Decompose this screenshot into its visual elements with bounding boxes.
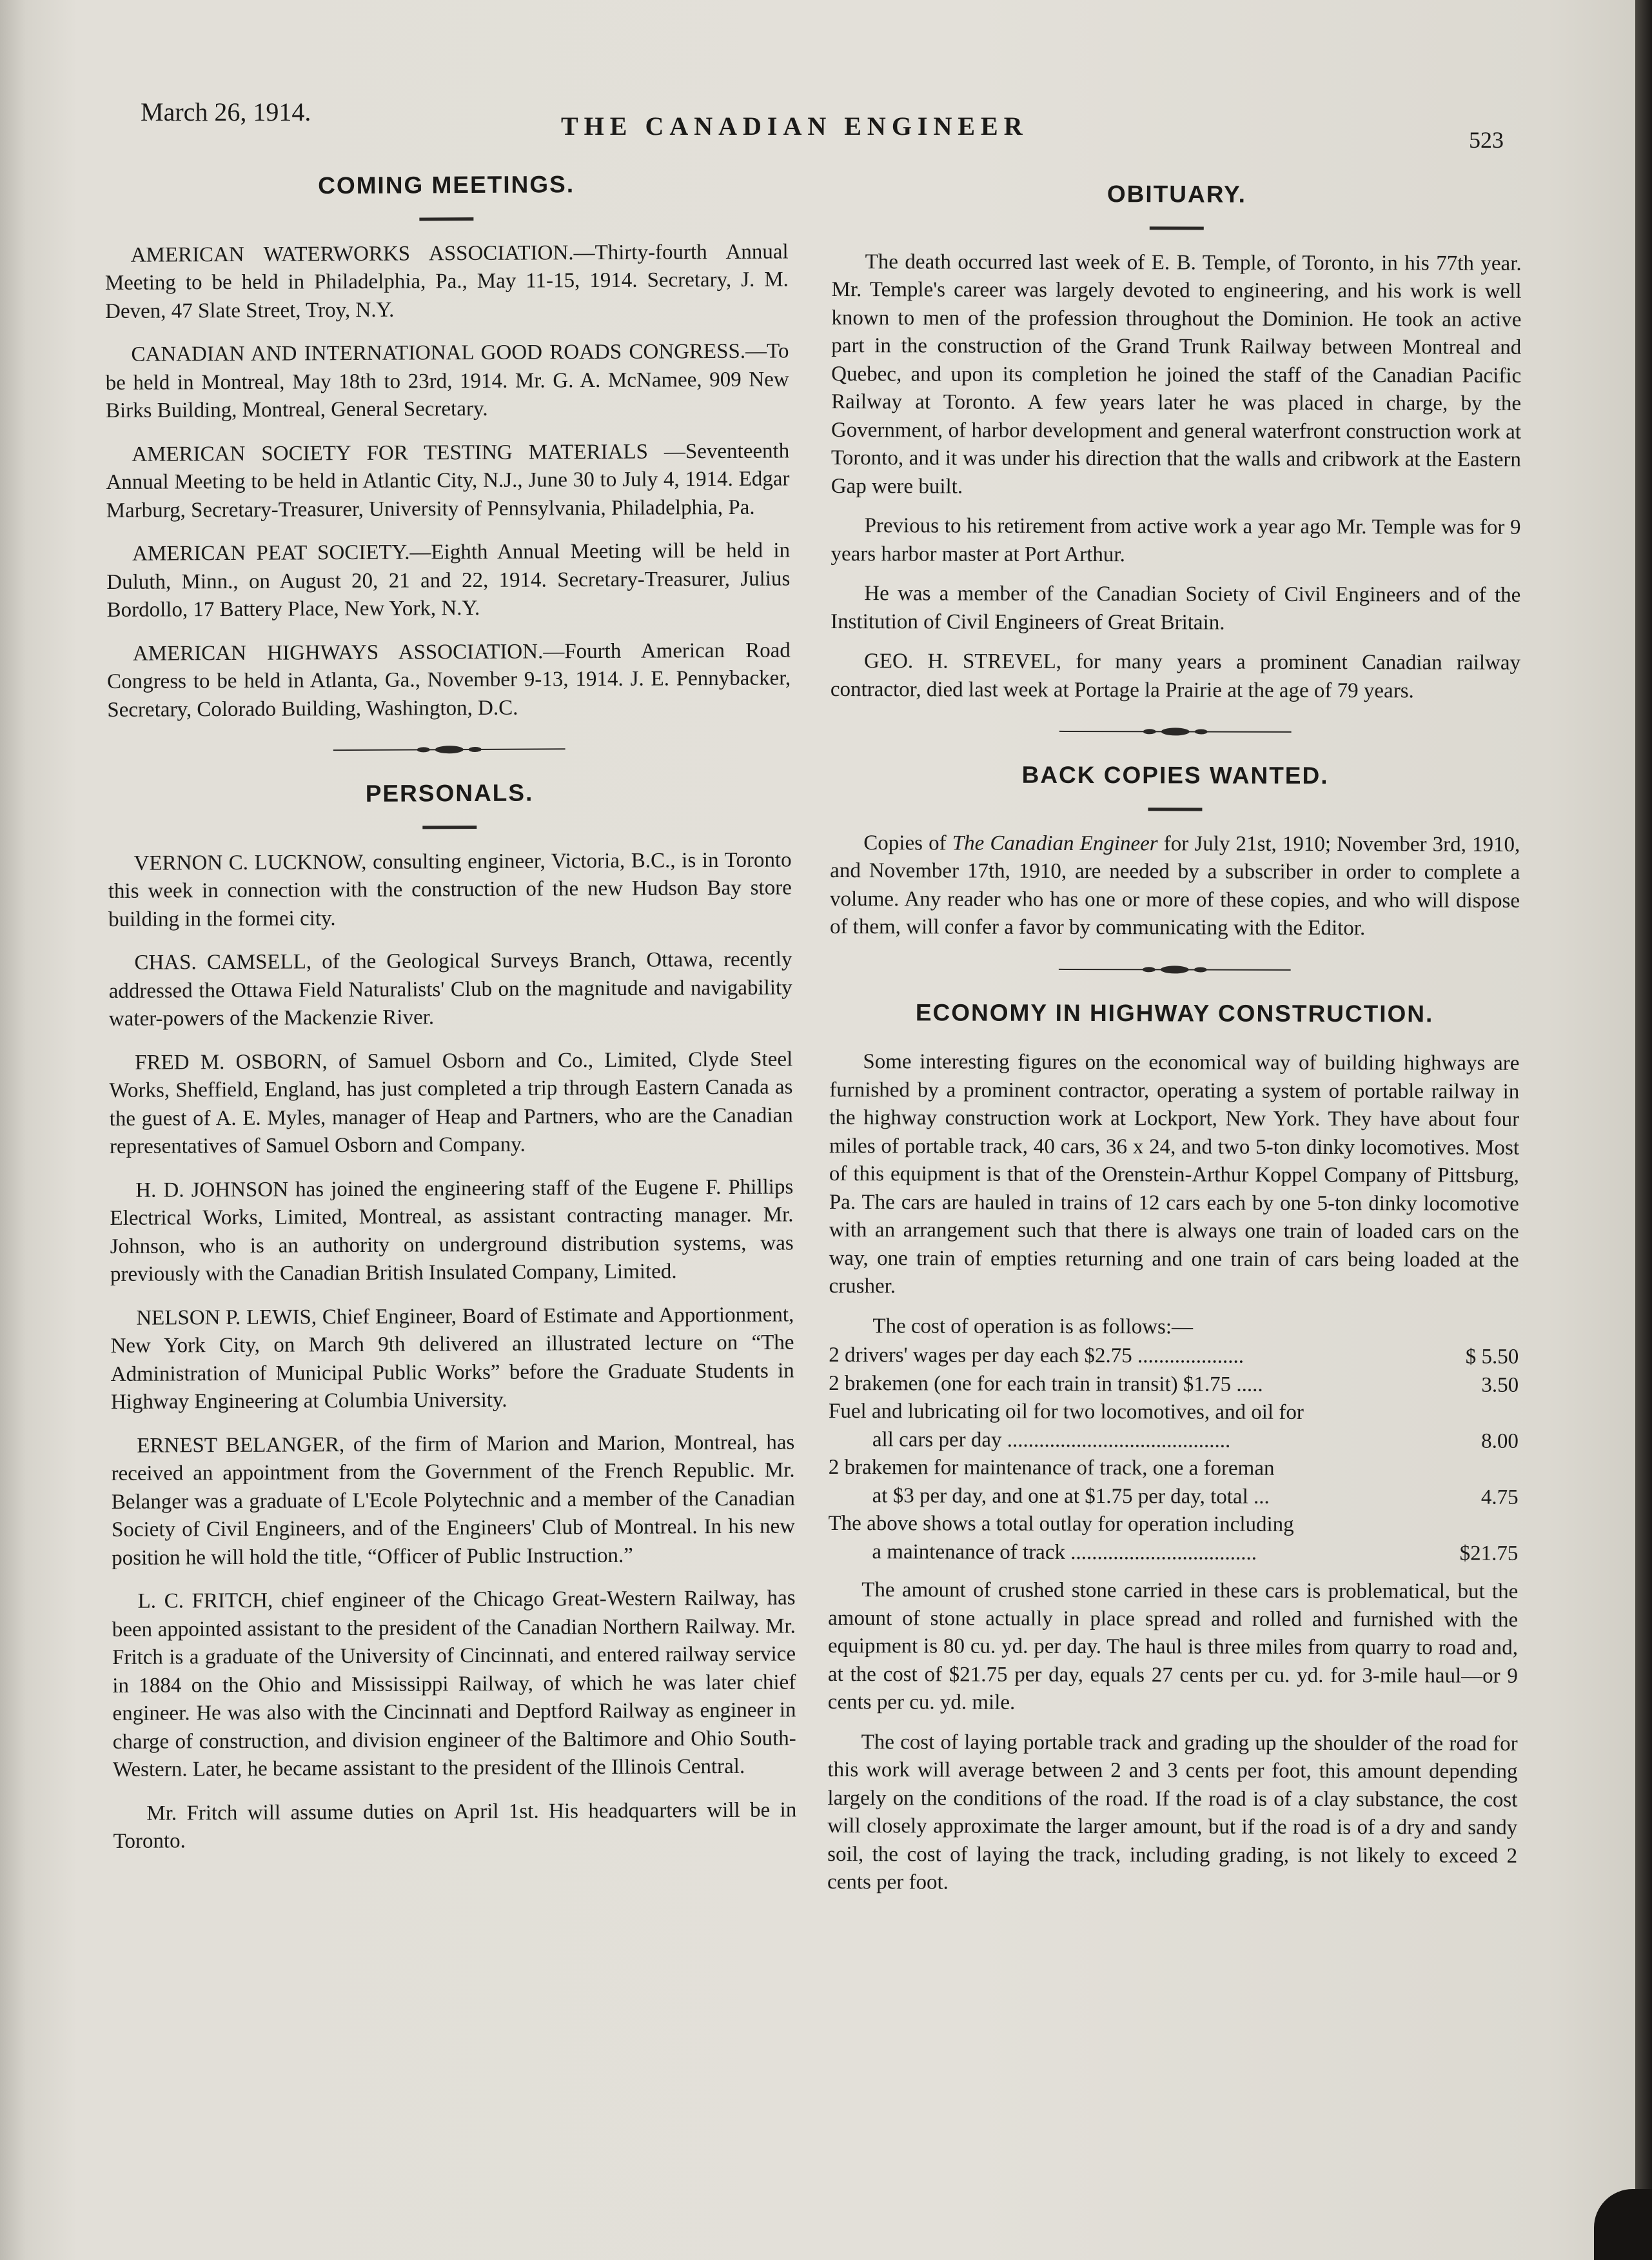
- cost-amount: 3.50: [1481, 1373, 1519, 1397]
- cost-row-continued: [828, 1538, 1518, 1567]
- obituary-paragraph: He was a member of the Canadian Society of Civil Engineers and of the Institution of Civil Engineers of Great Britain.: [831, 582, 1521, 635]
- section-ornament: [1059, 964, 1291, 975]
- coming-meetings-heading: COMING MEETINGS.: [318, 171, 575, 199]
- book-spine: [1635, 0, 1652, 2260]
- economy-paragraph: The amount of crushed stone carried in these cars is problematical, but the amount of stone actually in place spread and rolled and furnished with the equipment is 80 cu. yd. per day. The haul is three miles from quarry to road and, at the cost of $21.75 per day, equals 27 cents per cu. yd. for 3-mile haul—or 9 cents per cu. yd. mile.: [827, 1578, 1519, 1714]
- back-copies-heading: BACK COPIES WANTED.: [1021, 761, 1329, 789]
- cost-row: [829, 1398, 1519, 1427]
- cost-label: Fuel and lubricating oil for two locomotives, and oil for: [828, 1399, 1304, 1424]
- left-column: [104, 169, 797, 1871]
- heading-rule: [1150, 226, 1204, 230]
- cost-amount: 8.00: [1481, 1429, 1519, 1453]
- personal-item: H. D. JOHNSON has joined the engineering staff of the Eugene F. Phillips Electrical Works, Limited, Montreal, as assistant contracting manager. Mr. Johnson, who is an authority on underground distribution systems, was previously with the Canadian British Insulated Company, Limited.: [110, 1175, 794, 1286]
- cost-row-continued: [829, 1425, 1519, 1455]
- heading-rule: [1148, 808, 1202, 811]
- meeting-item: AMERICAN SOCIETY FOR TESTING MATERIALS —Seventeenth Annual Meeting to be held in Atlantic City, N.J., June 30 to July 4, 1914. Edgar Marburg, Secretary-Treasurer, University of Pennsylvania, Philadelphia, Pa.: [106, 439, 790, 522]
- meeting-item: CANADIAN AND INTERNATIONAL GOOD ROADS CONGRESS.—To be held in Montreal, May 18th to 23rd, 1914. Mr. G. A. McNamee, 909 New Birks Building, Montreal, General Secretary.: [105, 339, 789, 422]
- economy-paragraph: The cost of laying portable track and grading up the shoulder of the road for this work will average between 2 and 3 cents per foot, this amount depending largely on the conditions of the road. If the road is of a clay substance, the cost will closely approximate the larger amount, but if the road is of a dry and sandy soil, the cost of laying the track, including grading, is not likely to exceed 2 cents per foot.: [827, 1730, 1518, 1894]
- economy-intro: Some interesting figures on the economical way of building highways are furnished by a prominent contractor, operating a system of portable railway in the highway construction work at Lockport, New York. They have about four miles of portable track, 40 cars, 36 x 24, and two 5-ton dinky locomotives. Most of this equipment is that of the Orenstein-Arthur Koppel Company of Pittsburg, Pa. The cars are hauled in trains of 12 cars each by one 5-ton dinky locomotive with an arrangement such that there is always one train of loaded cars on the way, one train of empties returning and one train of cars being loaded at the crusher.: [829, 1050, 1520, 1298]
- heading-rule: [422, 825, 477, 828]
- personal-item: CHAS. CAMSELL, of the Geological Surveys Branch, Ottawa, recently addressed the Ottawa Field Naturalists' Club on the magnitude and navigability water-powers of the Mackenzie River.: [108, 947, 792, 1031]
- header-date: March 26, 1914.: [141, 97, 311, 126]
- economy-heading: ECONOMY IN HIGHWAY CONSTRUCTION.: [915, 998, 1434, 1027]
- personal-item: Mr. Fritch will assume duties on April 1st. His headquarters will be in Toronto.: [113, 1798, 797, 1853]
- cost-label: 2 drivers' wages per day each $2.75 ....................: [829, 1343, 1244, 1368]
- cost-amount: 4.75: [1480, 1485, 1519, 1509]
- back-copies-paragraph: [830, 829, 1520, 943]
- meeting-item: AMERICAN HIGHWAYS ASSOCIATION.—Fourth American Road Congress to be held in Atlanta, Ga., November 9-13, 1914. J. E. Pennybacker, Secretary, Colorado Building, Washington, D.C.: [107, 638, 791, 722]
- cost-total: $21.75: [1459, 1541, 1519, 1565]
- section-ornament: [333, 744, 565, 755]
- personal-item: ERNEST BELANGER, of the firm of Marion and Marion, Montreal, has received an appointment from the Government of the French Republic. Mr. Belanger was a graduate of L'Ecole Polytechnic and a member of the Canadian Society of Civil Engineers, and of the Engineers' Club of Montreal. In his new position he will hold the title, “Officer of Public Instruction.”: [111, 1430, 796, 1570]
- cost-label: The above shows a total outlay for operation including: [828, 1511, 1294, 1536]
- cost-label: 2 brakemen (one for each train in transit) $1.75 .....: [829, 1371, 1263, 1396]
- heading-rule: [419, 217, 473, 221]
- obituary-paragraph: GEO. H. STREVEL, for many years a prominent Canadian railway contractor, died last week at Portage la Prairie at the age of 79 years.: [830, 649, 1521, 702]
- meeting-item: AMERICAN WATERWORKS ASSOCIATION.—Thirty-fourth Annual Meeting to be held in Philadelphia, Pa., May 11-15, 1914. Secretary, J. M. Deven, 47 Slate Street, Troy, N.Y.: [104, 239, 789, 323]
- meeting-item: AMERICAN PEAT SOCIETY.—Eighth Annual Meeting will be held in Duluth, Minn., on August 20, 21 and 22, 1914. Secretary-Treasurer, Julius Bordollo, 17 Battery Place, New York, N.Y.: [106, 539, 791, 622]
- obituary-paragraph: The death occurred last week of E. B. Temple, of Toronto, in his 77th year. Mr. Temple's career was largely devoted to engineering, and his work is well known to men of the profession throughout the Dominion. He took an active part in the construction of the Grand Trunk Railway between Montreal and Quebec, and upon its completion he joined the staff of the Canadian Pacific Railway at Toronto. A few years later he was placed in charge, by the Government, of harbor development and general waterfront construction work at Toronto, and it was under his direction that the walls and cribwork at the Eastern Gap were built.: [831, 250, 1522, 499]
- cost-label-continued: a maintenance of track ...................................: [872, 1540, 1257, 1565]
- cost-label-continued: all cars per day ..........................................: [872, 1427, 1231, 1452]
- right-column: [827, 179, 1522, 1910]
- binding-shadow: [1594, 2189, 1652, 2260]
- cost-table-intro: The cost of operation is as follows:—: [872, 1314, 1194, 1338]
- personal-item: FRED M. OSBORN, of Samuel Osborn and Co., Limited, Clyde Steel Works, Sheffield, England, has just completed a trip through Eastern Canada as the guest of A. E. Myles, manager of Heap and Partners, who are the Canadian representatives of Samuel Osborn and Company.: [109, 1047, 793, 1158]
- cost-table: [828, 1312, 1519, 1567]
- cost-row: [829, 1369, 1519, 1399]
- cost-row: [828, 1510, 1518, 1540]
- personal-item: VERNON C. LUCKNOW, consulting engineer, Victoria, B.C., is in Toronto this week in connection with the construction of the new Hudson Bay store building in the formei city.: [108, 847, 792, 931]
- personal-item: L. C. FRITCH, chief engineer of the Chicago Great-Western Railway, has been appointed assistant to the president of the Canadian Northern Railway. Mr. Fritch is a graduate of the University of Cincinnati, and entered railway service in 1884 on the Ohio and Mississippi Railway, of which he was later chief engineer. He was also with the Cincinnati and Deptford Railway as engineer in charge of construction, and division engineer of the Baltimore and Ohio South-Western. Later, he became assistant to the president of the Illinois Central.: [112, 1586, 796, 1781]
- back-copies-text: for July 21st, 1910; November 3rd, 1910, and November 17th, 1910, are needed by a subscriber in order to complete a volume. Any reader who has one or more of these copies, and who will dispose of them, will confer a favor by communicating with the Editor.: [829, 831, 1520, 940]
- page-number: 523: [1469, 127, 1504, 153]
- cost-label: 2 brakemen for maintenance of track, one a foreman: [828, 1455, 1275, 1480]
- back-copies-text: Copies of: [863, 831, 952, 855]
- obituary-heading: OBITUARY.: [1106, 181, 1247, 208]
- cost-row-continued: [829, 1482, 1519, 1511]
- obituary-paragraph: Previous to his retirement from active work a year ago Mr. Temple was for 9 years harbor master at Port Arthur.: [831, 514, 1521, 566]
- personals-heading: PERSONALS.: [365, 779, 534, 807]
- cost-row: [829, 1454, 1519, 1483]
- cost-label-continued: at $3 per day, and one at $1.75 per day, total ...: [872, 1483, 1270, 1509]
- journal-title: THE CANADIAN ENGINEER: [561, 112, 1028, 141]
- personal-item: NELSON P. LEWIS, Chief Engineer, Board of Estimate and Apportionment, New York City, on March 9th delivered an illustrated lecture on “The Administration of Municipal Public Works” before the Graduate Students in Highway Engineering at Columbia University.: [110, 1302, 794, 1414]
- cost-amount: $ 5.50: [1465, 1345, 1519, 1369]
- journal-name: The Canadian Engineer: [952, 831, 1158, 855]
- section-ornament: [1059, 726, 1292, 737]
- cost-row: [829, 1342, 1519, 1371]
